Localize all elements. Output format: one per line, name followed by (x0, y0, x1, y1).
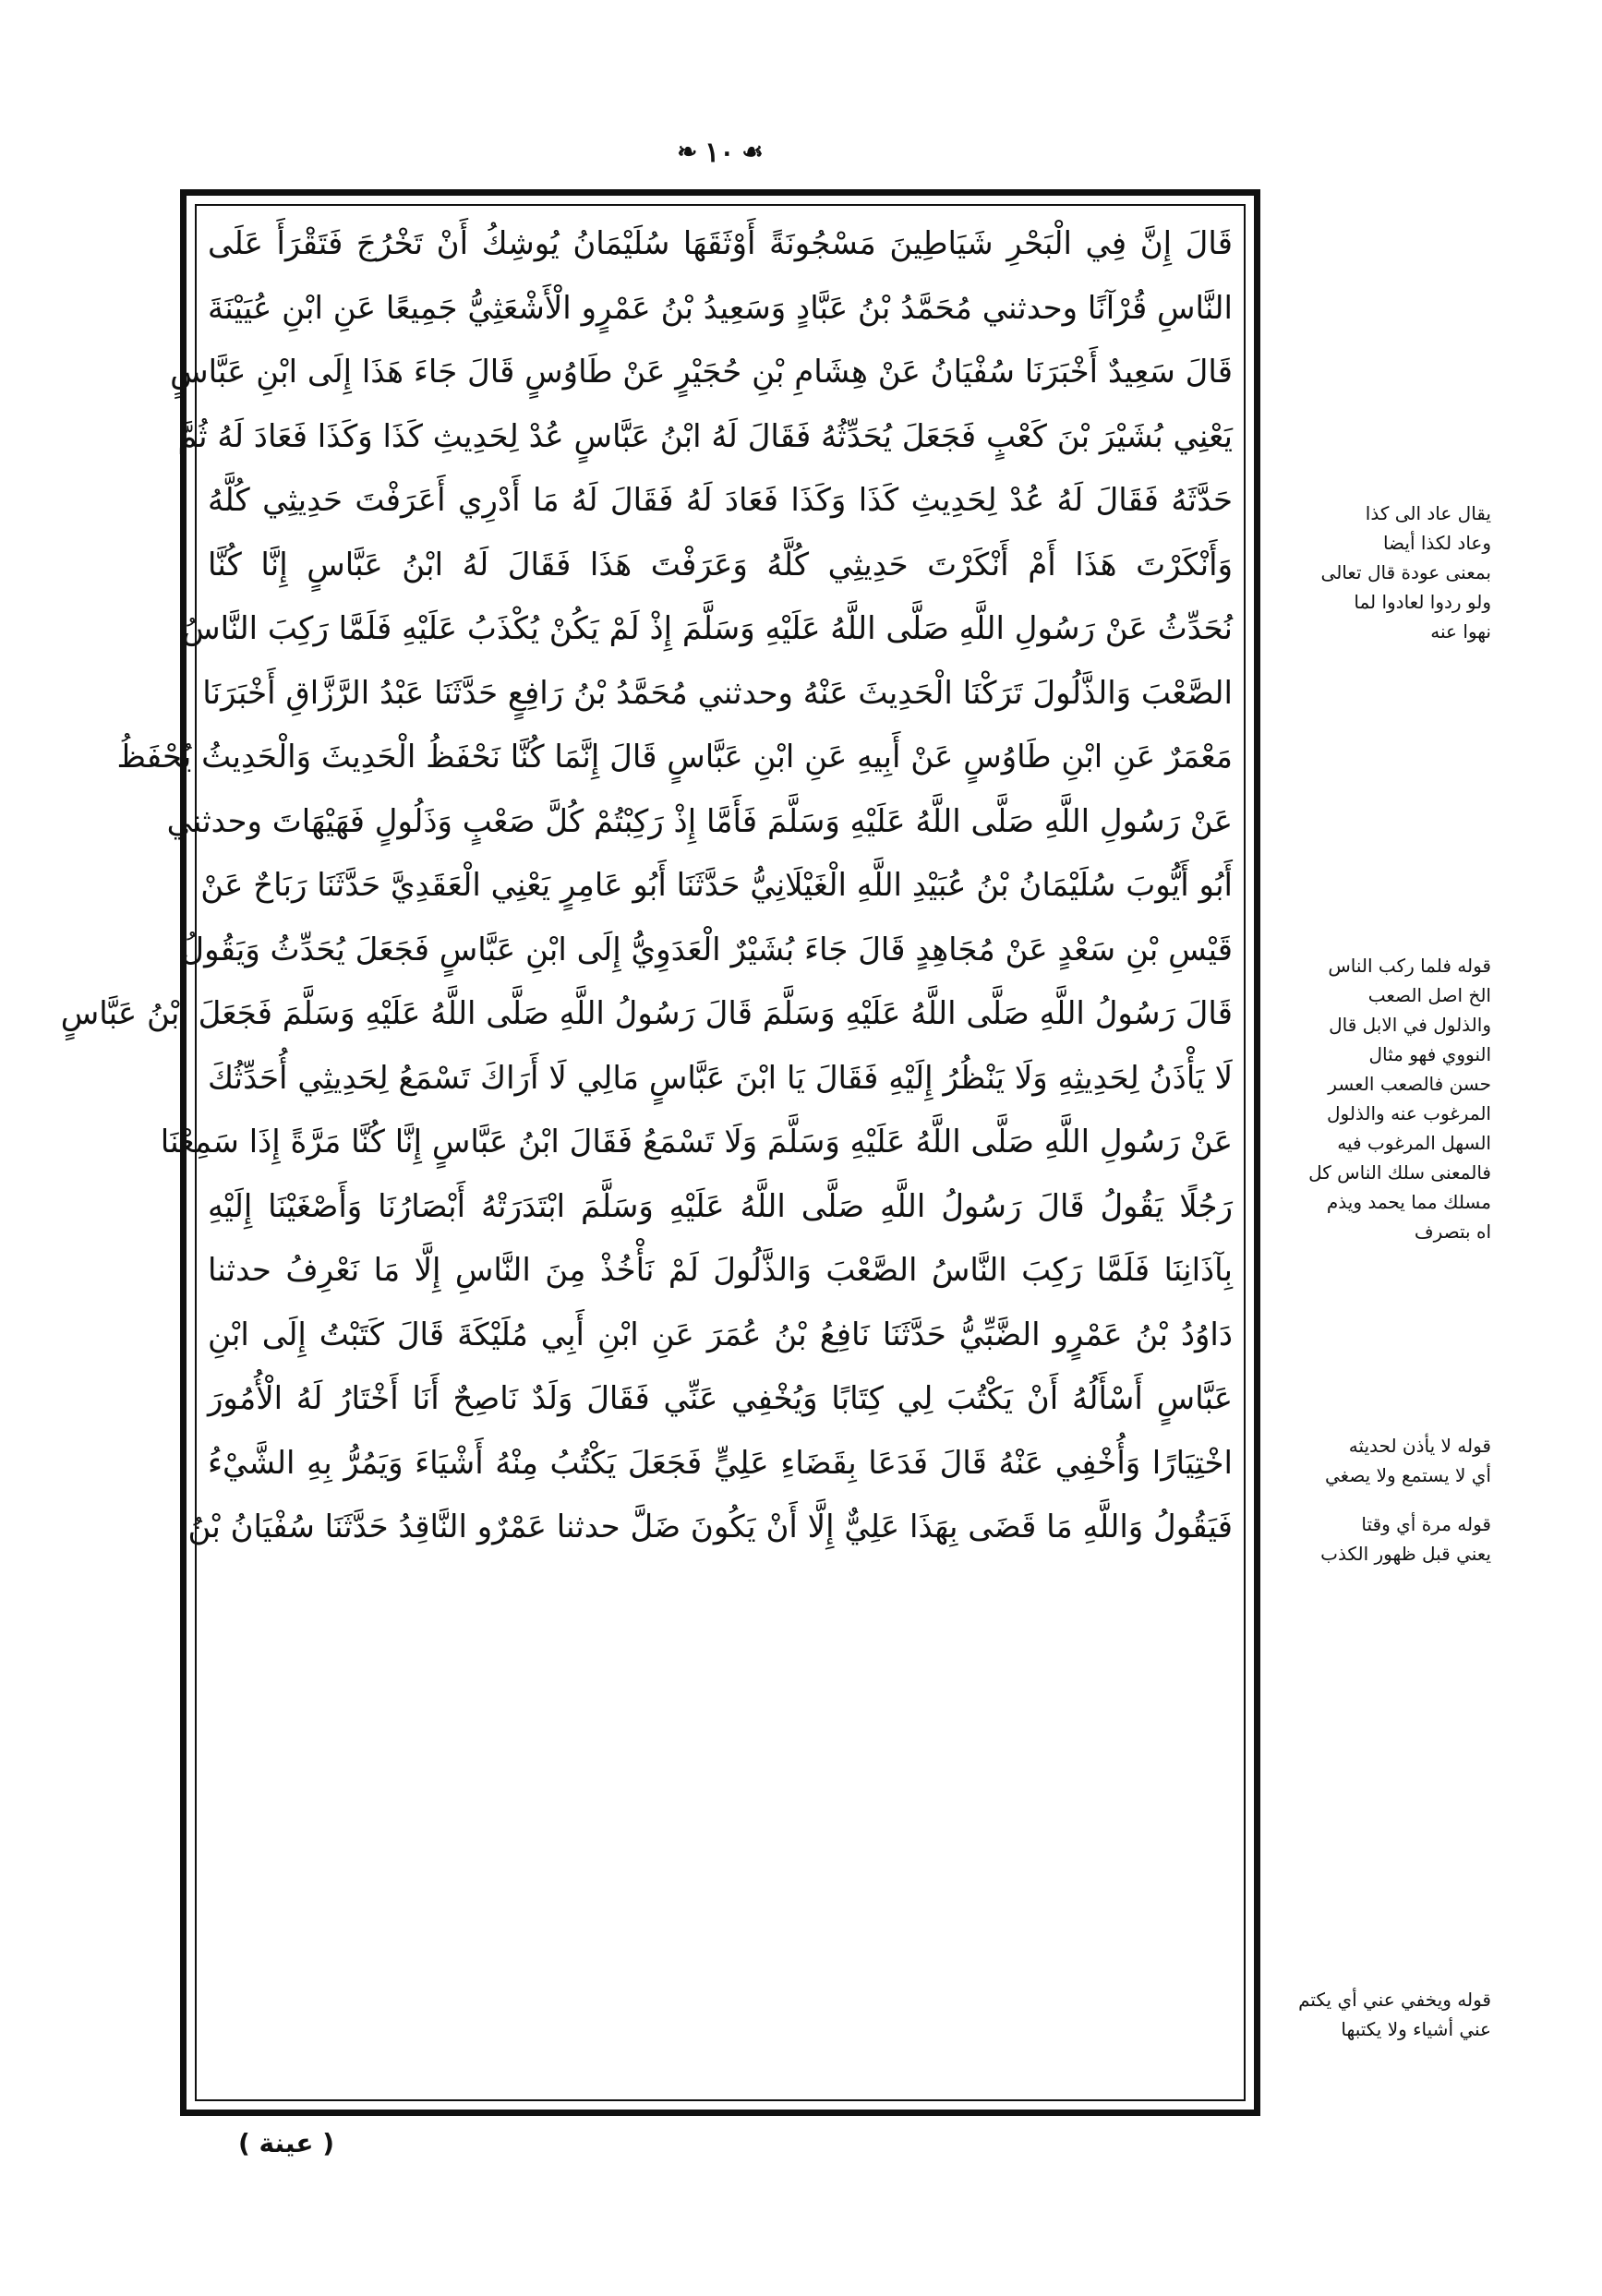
margin-note (1270, 499, 1491, 646)
catchword: ( عينة ) (237, 2128, 335, 2158)
text-line: عَنْ رَسُولِ اللَّهِ صَلَّى اللَّهُ عَلَيْهِ وَسَلَّمَ فَأَمَّا إِذْ رَكِبْتُمْ كُلَّ صَعْبٍ وَذَلُولٍ فَهَيْهَاتَ وحدثني (166, 802, 1233, 840)
margin-note-line: قوله ويخفي عني أي يكتم (1298, 1989, 1491, 2011)
text-line: النَّاسِ قُرْآنًا وحدثني مُحَمَّدُ بْنُ عَبَّادٍ وَسَعِيدُ بْنُ عَمْرٍو الْأَشْعَثِيُّ جَمِيعًا عَنِ ابْنِ عُيَيْنَةَ (208, 289, 1233, 327)
margin-note (1270, 951, 1491, 1246)
ornament-right-icon: ☙ (741, 138, 764, 166)
text-line: حَدَّثَهُ فَقَالَ لَهُ عُدْ لِحَدِيثِ كَذَا وَكَذَا فَعَادَ لَهُ فَقَالَ لَهُ مَا أَدْرِي أَعَرَفْتَ حَدِيثِي كُلَّهُ (208, 482, 1233, 519)
margin-note-line: الخ اصل الصعب (1367, 984, 1491, 1006)
text-line: دَاوُدُ بْنُ عَمْرٍو الضَّبِّيُّ حَدَّثَنَا نَافِعُ بْنُ عُمَرَ عَنِ ابْنِ أَبِي مُلَيْكَةَ قَالَ كَتَبْتُ إِلَى ابْنِ (208, 1316, 1233, 1353)
margin-note-line: النووي فهو مثال (1368, 1043, 1491, 1065)
text-line: قَالَ سَعِيدٌ أَخْبَرَنَا سُفْيَانُ عَنْ هِشَامِ بْنِ حُجَيْرٍ عَنْ طَاوُسٍ قَالَ جَاءَ هَذَا إِلَى ابْنِ عَبَّاسٍ (170, 354, 1233, 391)
text-line: أَبُو أَيُّوبَ سُلَيْمَانُ بْنُ عُبَيْدِ اللَّهِ الْغَيْلَانِيُّ حَدَّثَنَا أَبُو عَامِرٍ يَعْنِي الْعَقَدِيَّ حَدَّثَنَا رَبَاحٌ عَنْ (200, 867, 1233, 904)
text-line: فَيَقُولُ وَاللَّهِ مَا قَضَى بِهَذَا عَلِيٌّ إِلَّا أَنْ يَكُونَ ضَلَّ حدثنا عَمْرٌو النَّاقِدُ حَدَّثَنَا سُفْيَانُ بْنُ (187, 1509, 1233, 1545)
margin-note (1270, 1509, 1491, 1569)
margin-notes (1270, 499, 1491, 2040)
margin-note-line: قوله لا يأذن لحديثه (1348, 1435, 1491, 1457)
text-line: عَنْ رَسُولِ اللَّهِ صَلَّى اللَّهُ عَلَيْهِ وَسَلَّمَ وَلَا تَسْمَعُ فَقَالَ ابْنُ عَبَّاسٍ إِنَّا كُنَّا مَرَّةً إِذَا سَمِعْنَا (160, 1124, 1233, 1160)
margin-note-line: فالمعنى سلك الناس كل (1308, 1161, 1491, 1184)
text-line: قَالَ إِنَّ فِي الْبَحْرِ شَيَاطِينَ مَسْجُونَةً أَوْثَقَهَا سُلَيْمَانُ يُوشِكُ أَنْ تَخْرُجَ فَتَقْرَأَ عَلَى (208, 225, 1233, 262)
text-line: الصَّعْبَ وَالذَّلُولَ تَرَكْنَا الْحَدِيثَ عَنْهُ وحدثني مُحَمَّدُ بْنُ رَافِعٍ حَدَّثَنَا عَبْدُ الرَّزَّاقِ أَخْبَرَنَا (202, 674, 1233, 712)
margin-note-line: قوله مرة أي وقتا (1361, 1513, 1491, 1535)
margin-note-line: مسلك مما يحمد ويذم (1326, 1191, 1491, 1213)
margin-note-line: ولو ردوا لعادوا لما (1354, 591, 1491, 613)
margin-note (1270, 1431, 1491, 1490)
text-line: مَعْمَرٌ عَنِ ابْنِ طَاوُسٍ عَنْ أَبِيهِ عَنِ ابْنِ عَبَّاسٍ قَالَ إِنَّمَا كُنَّا نَحْفَظُ الْحَدِيثَ وَالْحَدِيثُ يُحْفَظُ (116, 739, 1233, 775)
text-line: نُحَدِّثُ عَنْ رَسُولِ اللَّهِ صَلَّى اللَّهُ عَلَيْهِ وَسَلَّمَ إِذْ لَمْ يَكُنْ يُكْذَبُ عَلَيْهِ فَلَمَّا رَكِبَ النَّاسُ (182, 610, 1233, 647)
ornament-left-icon: ❧ (677, 138, 698, 166)
text-line: اخْتِيَارًا وَأُخْفِي عَنْهُ قَالَ فَدَعَا بِقَضَاءِ عَلِيٍّ فَجَعَلَ يَكْتُبُ مِنْهُ أَشْيَاءَ وَيَمُرُّ بِهِ الشَّيْءُ (208, 1444, 1233, 1482)
margin-note-line: السهل المرغوب فيه (1337, 1132, 1491, 1154)
margin-note-line: نهوا عنه (1430, 620, 1491, 643)
margin-note-line: المرغوب عنه والذلول (1326, 1102, 1491, 1124)
margin-note-line: أي لا يستمع ولا يصغي (1325, 1464, 1491, 1486)
text-line: قَالَ رَسُولُ اللَّهِ صَلَّى اللَّهُ عَلَيْهِ وَسَلَّمَ قَالَ رَسُولُ اللَّهِ صَلَّى اللَّهُ عَلَيْهِ وَسَلَّمَ فَجَعَلَ ابْنُ عَبَّاسٍ (60, 995, 1233, 1032)
margin-note-line: وعاد لكذا أيضا (1382, 532, 1491, 554)
margin-note-line: يعني قبل ظهور الكذب (1320, 1543, 1491, 1565)
text-line: بِآذَانِنَا فَلَمَّا رَكِبَ النَّاسُ الصَّعْبَ وَالذَّلُولَ لَمْ نَأْخُذْ مِنَ النَّاسِ إِلَّا مَا نَعْرِفُ حدثنا (208, 1252, 1233, 1289)
margin-note-line: عني أشياء ولا يكتبها (1341, 2018, 1491, 2040)
text-line: رَجُلًا يَقُولُ قَالَ رَسُولُ اللَّهِ صَلَّى اللَّهُ عَلَيْهِ وَسَلَّمَ ابْتَدَرَتْهُ أَبْصَارُنَا وَأَصْغَيْنَا إِلَيْهِ (208, 1187, 1233, 1225)
margin-note-line: حسن فالصعب العسر (1328, 1073, 1491, 1095)
text-line: قَيْسِ بْنِ سَعْدٍ عَنْ مُجَاهِدٍ قَالَ جَاءَ بُشَيْرٌ الْعَدَوِيُّ إِلَى ابْنِ عَبَّاسٍ فَجَعَلَ يُحَدِّثُ وَيَقُولُ (181, 931, 1233, 968)
margin-note-line: والذلول في الابل قال (1329, 1014, 1491, 1036)
margin-note-line: يقال عاد الى كذا (1365, 502, 1491, 524)
margin-note-line: اه بتصرف (1414, 1220, 1491, 1243)
page-number-header (637, 129, 803, 175)
text-line: يَعْنِي بُشَيْرَ بْنَ كَعْبٍ فَجَعَلَ يُحَدِّثُهُ فَقَالَ لَهُ ابْنُ عَبَّاسٍ عُدْ لِحَدِيثِ كَذَا وَكَذَا فَعَادَ لَهُ ثُمَّ (177, 417, 1233, 455)
margin-note-line: قوله فلما ركب الناس (1328, 955, 1491, 977)
page-number: ١٠ (705, 136, 735, 169)
main-text-block (60, 212, 1233, 2096)
text-line: لَا يَأْذَنُ لِحَدِيثِهِ وَلَا يَنْظُرُ إِلَيْهِ فَقَالَ يَا ابْنَ عَبَّاسٍ مَالِي لَا أَرَاكَ تَسْمَعُ لِحَدِيثِي أُحَدِّثُكَ (208, 1059, 1233, 1097)
margin-note (1270, 1985, 1491, 2044)
text-line: وَأَنْكَرْتَ هَذَا أَمْ أَنْكَرْتَ حَدِيثِي كُلَّهُ وَعَرَفْتَ هَذَا فَقَالَ لَهُ ابْنُ عَبَّاسٍ إِنَّا كُنَّا (208, 546, 1233, 583)
text-line: عَبَّاسٍ أَسْأَلُهُ أَنْ يَكْتُبَ لِي كِتَابًا وَيُخْفِي عَنِّي فَقَالَ وَلَدٌ نَاصِحٌ أَنَا أَخْتَارُ لَهُ الْأُمُورَ (208, 1380, 1233, 1417)
margin-note-line: بمعنى عودة قال تعالى (1320, 561, 1491, 583)
